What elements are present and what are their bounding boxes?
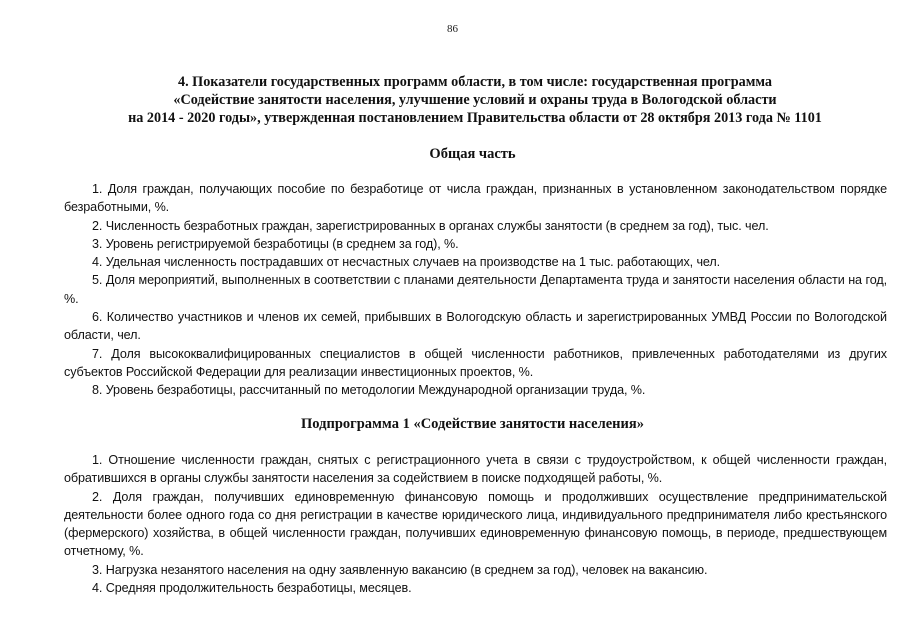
indicator-item: 5. Доля мероприятий, выполненных в соответствии с планами деятельности Департамента труда и занятости населения области на год, %.	[64, 273, 887, 306]
indicator-item: 3. Нагрузка незанятого населения на одну заявленную вакансию (в среднем за год), человек на вакансию.	[92, 562, 708, 577]
indicator-item: 6. Количество участников и членов их семей, прибывших в Вологодскую область и зарегистрированных УМВД России по Вологодской области, чел.	[64, 310, 887, 343]
indicator-item: 8. Уровень безработицы, рассчитанный по методологии Международной организации труда, %.	[92, 383, 646, 398]
indicator-item: 4. Средняя продолжительность безработицы, месяцев.	[92, 581, 412, 596]
indicator-item: 4. Удельная численность пострадавших от несчастных случаев на производстве на 1 тыс. работающих, чел.	[92, 255, 721, 270]
indicator-item: 1. Отношение численности граждан, снятых с регистрационного учета в связи с трудоустройством, к общей численности граждан, обратившихся в органы службы занятости населения за содействием в поиске подходящей работы, %.	[64, 453, 887, 486]
main-title	[60, 73, 890, 127]
indicator-item: 7. Доля высококвалифицированных специалистов в общей численности работников, привлеченных работодателями из других субъектов Российской Федерации для реализации инвестиционных проектов, %.	[64, 346, 887, 379]
indicator-item: 1. Доля граждан, получающих пособие по безработице от числа граждан, признанных в установленном законодательством порядке безработными, %.	[64, 182, 887, 215]
indicator-item: 2. Численность безработных граждан, зарегистрированных в органах службы занятости (в среднем за год), тыс. чел.	[92, 218, 769, 233]
indicator-item: 2. Доля граждан, получивших единовременную финансовую помощь и продолживших осуществление предпринимательской деятельности более одного года со дня регистрации в качестве юридического лица, индивидуального предпринимателя либо крестьянского (фермерского) хозяйства, в общей численности граждан, получивших единовременную финансовую помощь, в периоде, предшествующем отчетному, %.	[64, 489, 887, 559]
subprogram-1-heading: Подпрограмма 1 «Содействие занятости населения»	[301, 416, 644, 432]
general-part-heading: Общая часть	[429, 146, 516, 162]
main-title-line: 4. Показатели государственных программ области, в том числе: государственная программа	[177, 74, 773, 90]
general-indicators-list	[64, 180, 887, 400]
page-number: 86	[447, 23, 458, 35]
indicator-item: 3. Уровень регистрируемой безработицы (в среднем за год), %.	[92, 236, 459, 251]
main-title-line: на 2014 - 2020 годы», утвержденная постановлением Правительства области от 28 октября 2013 года № 1101	[128, 110, 822, 126]
main-title-line: «Содействие занятости населения, улучшение условий и охраны труда в Вологодской области	[173, 92, 777, 108]
subprogram-1-indicators-list	[64, 451, 887, 597]
